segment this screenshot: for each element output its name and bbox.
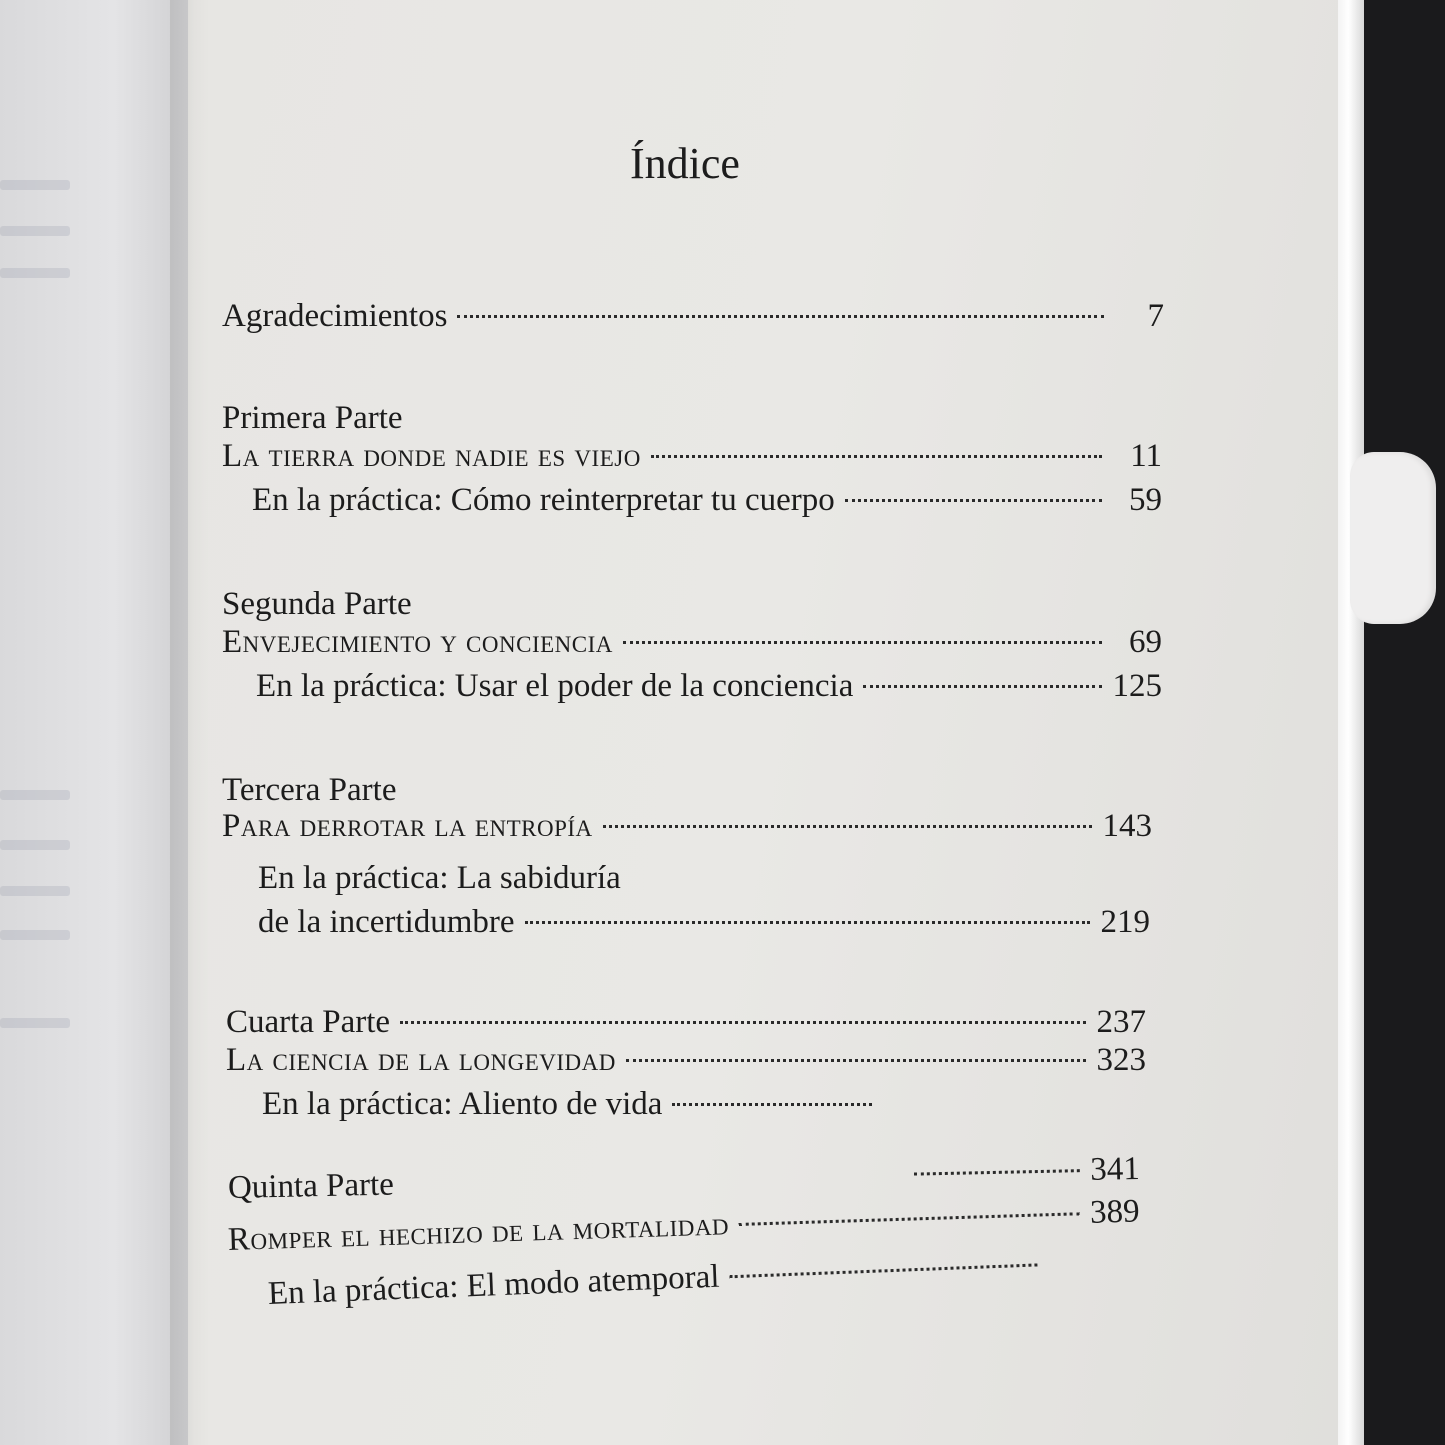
toc-page-number: 7	[1147, 298, 1164, 334]
toc-entry-agradecimientos	[222, 298, 1164, 335]
toc-page-number: 237	[1096, 1004, 1146, 1040]
dot-leader	[626, 1059, 1086, 1062]
toc-entry-label: Romper el hechizo de la mortalidad	[227, 1206, 730, 1258]
dot-leader	[651, 455, 1102, 458]
dot-leader	[400, 1021, 1086, 1024]
dot-leader	[739, 1212, 1080, 1226]
part-heading: Cuarta Parte	[226, 1004, 391, 1040]
toc-page-number: 59	[1129, 482, 1162, 518]
toc-entry-practice	[267, 1246, 1048, 1313]
part-heading: Primera Parte	[222, 400, 403, 436]
toc-entry-part-title	[222, 624, 1162, 661]
dot-leader	[525, 921, 1090, 924]
toc-entry-label: En la práctica: Usar el poder de la conciencia	[256, 668, 854, 704]
toc-page-number: 69	[1129, 624, 1162, 660]
dot-leader	[845, 499, 1102, 502]
toc-entry-practice	[256, 668, 1162, 705]
part-heading: Segunda Parte	[222, 586, 412, 622]
toc-page-number: 11	[1130, 438, 1162, 474]
toc-page-number: 341	[1089, 1150, 1141, 1188]
toc-page-number: 125	[1112, 668, 1162, 704]
toc-entry-label: de la incertidumbre	[258, 904, 515, 940]
toc-page-number: 323	[1096, 1042, 1146, 1078]
toc-entry-label: En la práctica: Cómo reinterpretar tu cuerpo	[252, 482, 835, 518]
toc-entry-label: Para derrotar la entropía	[222, 808, 593, 844]
toc-entry-practice	[258, 904, 1150, 941]
dot-leader	[914, 1169, 1080, 1175]
toc-entry-label: Agradecimientos	[222, 298, 448, 334]
dot-leader	[623, 641, 1102, 644]
toc-entry-label: La ciencia de la longevidad	[226, 1042, 616, 1078]
toc-page-number: 219	[1100, 904, 1150, 940]
toc-entry-label: En la práctica: El modo atemporal	[267, 1258, 721, 1312]
toc-entry-part-title	[222, 438, 1162, 475]
page-title: Índice	[630, 139, 740, 188]
toc-entry-label: En la práctica: Aliento de vida	[262, 1086, 663, 1122]
dot-leader	[863, 685, 1102, 688]
toc-entry-label: Envejecimiento y conciencia	[222, 624, 613, 660]
toc-entry-practice	[252, 482, 1162, 519]
dot-leader	[457, 315, 1104, 318]
dot-leader	[603, 825, 1092, 828]
dot-leader	[729, 1263, 1037, 1278]
toc-entry-part	[226, 1004, 1146, 1041]
part-heading: Quinta Parte	[227, 1166, 395, 1206]
toc-entry-label: En la práctica: La sabiduría	[258, 860, 621, 896]
toc-entry-practice	[262, 1086, 882, 1123]
toc-page-number: 389	[1089, 1193, 1141, 1231]
toc-entry-label: La tierra donde nadie es viejo	[222, 438, 641, 474]
part-heading: Tercera Parte	[222, 772, 397, 808]
toc-page-number: 143	[1102, 808, 1152, 844]
toc-entry-part-title	[222, 808, 1152, 845]
toc-entry-part-title	[226, 1042, 1146, 1079]
dot-leader	[672, 1103, 872, 1106]
